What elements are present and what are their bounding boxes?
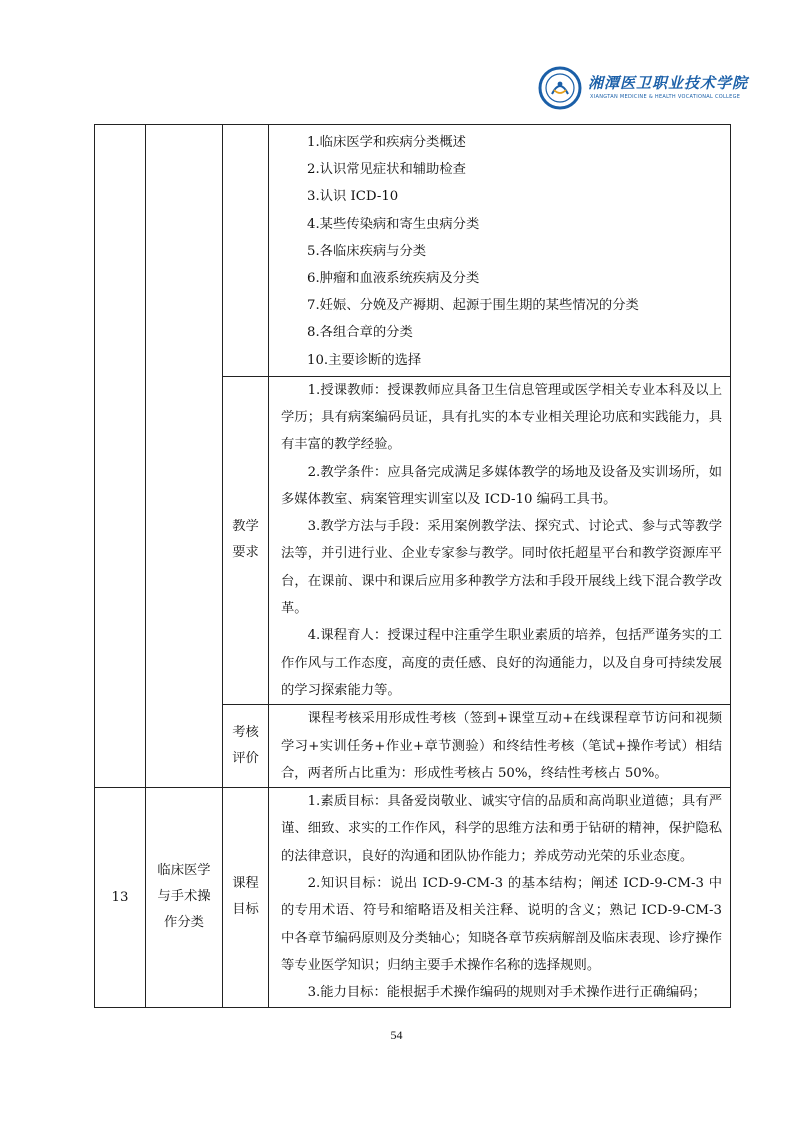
assessment-label: 考核 评价	[223, 705, 269, 788]
teaching-requirements-cell	[269, 376, 731, 705]
list-item: 3.认识 ICD-10	[307, 189, 399, 205]
paragraph: 3.教学方法与手段：采用案例教学法、探究式、讨论式、参与式等教学法等，并引进行业、企业专家参与教学。同时依托超星平台和教学资源库平台，在课前、课中和课后应用多种教学方法和手段开展线上线下混合教学改革。	[281, 519, 722, 617]
page-number: 54	[390, 1028, 403, 1042]
paragraph: 1.素质目标：具备爱岗敬业、诚实守信的品质和高尚职业道德；具有严谨、细致、求实的工作作风，科学的思维方法和勇于钻研的精神，保护隐私的法律意识，良好的沟通和团队协作能力；养成劳动光荣的乐业态度。	[281, 794, 722, 864]
list-item: 10.主要诊断的选择	[307, 352, 422, 368]
paragraph: 4.课程育人：授课过程中注重学生职业素质的培养，包括严谨务实的工作作风与工作态度，高度的责任感、良好的沟通能力，以及自身可持续发展的学习探索能力等。	[281, 628, 722, 698]
course-number: 13	[95, 788, 146, 1007]
paragraph: 1.授课教师：授课教师应具备卫生信息管理或医学相关专业本科及以上学历；具有病案编码员证，具有扎实的本专业相关理论功底和实践能力，具有丰富的教学经验。	[281, 382, 722, 453]
college-name: 湘潭医卫职业技术学院	[588, 74, 749, 92]
course-objectives-cell	[269, 788, 731, 1007]
curriculum-table	[94, 124, 731, 1008]
table-row	[95, 788, 731, 1007]
college-emblem-icon	[538, 66, 582, 110]
table-row	[95, 125, 731, 377]
course-name: 临床医学 与手术操 作分类	[146, 788, 223, 1007]
content-list-cell	[269, 125, 731, 377]
list-item: 4.某些传染病和寄生虫病分类	[307, 216, 480, 232]
list-item: 6.肿瘤和血液系统疾病及分类	[307, 270, 480, 286]
assessment-cell	[269, 705, 731, 788]
paragraph: 2.教学条件：应具备完成满足多媒体教学的场地及设备及实训场所，如多媒体教室、病案管理实训室以及 ICD-10 编码工具书。	[281, 464, 722, 507]
teaching-requirements-label: 教学 要求	[223, 376, 269, 705]
list-item: 1.临床医学和疾病分类概述	[307, 135, 466, 150]
list-item: 5.各临床疾病与分类	[307, 243, 427, 259]
college-subtitle: XIANGTAN MEDICINE & HEALTH VOCATIONAL COLLEGE	[590, 94, 741, 100]
paragraph: 3.能力目标：能根据手术操作编码的规则对手术操作进行正确编码；	[307, 985, 706, 1001]
list-item: 7.妊娠、分娩及产褥期、起源于围生期的某些情况的分类	[307, 298, 639, 314]
paragraph: 课程考核采用形成性考核（签到+课堂互动+在线课程章节访问和视频学习+实训任务+作业+章节测验）和终结性考核（笔试+操作考试）相结合，两者所占比重为：形成性考核占 50%，终结性考核占 50%。	[281, 711, 722, 781]
content-label-cell	[223, 125, 269, 377]
paragraph: 2.知识目标：说出 ICD-9-CM-3 的基本结构；阐述 ICD-9-CM-3 中的专用术语、符号和缩略语及相关注释、说明的含义；熟记 ICD-9-CM-3 中各章节编码原则及分类轴心；知晓各章节疾病解剖及临床表现、诊疗操作等专业医学知识；归纳主要手术操作名称的选择规则。	[281, 876, 722, 973]
course-name-cell-continued	[146, 125, 223, 788]
number-cell-continued	[95, 125, 146, 788]
list-item: 2.认识常见症状和辅助检查	[307, 162, 466, 178]
college-logo	[538, 66, 749, 114]
content-list	[269, 125, 730, 376]
course-objectives-label: 课程 目标	[223, 788, 269, 1007]
list-item: 8.各组合章的分类	[307, 325, 413, 341]
